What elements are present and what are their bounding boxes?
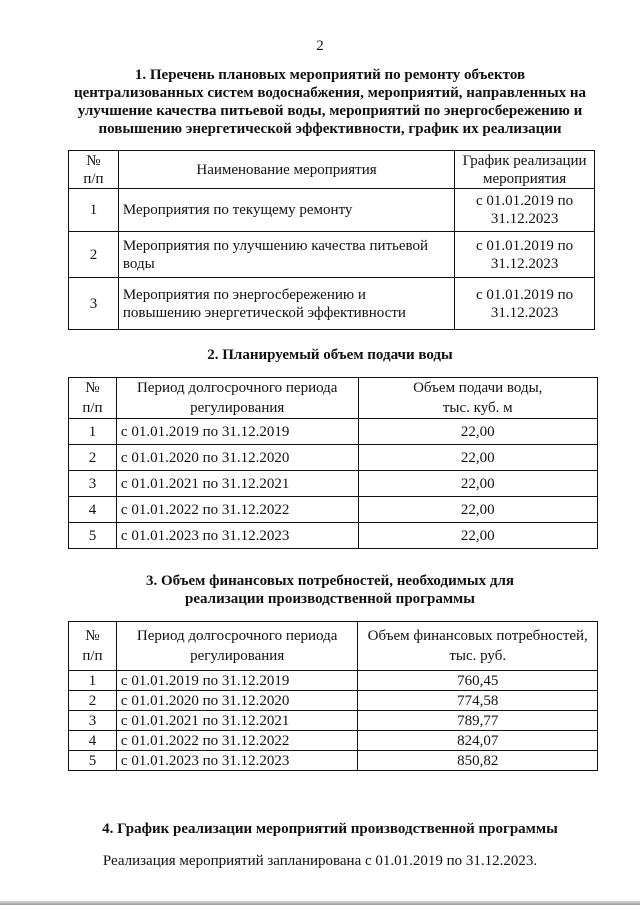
section3-title	[60, 572, 600, 608]
row-num: 1	[69, 671, 117, 691]
row-period: с 01.01.2023 по 31.12.2023	[116, 523, 358, 549]
row-value: 22,00	[358, 471, 597, 497]
section2-title	[60, 346, 600, 364]
section2-title-line: 2. Планируемый объем подачи воды	[207, 347, 453, 363]
table-row	[69, 751, 598, 771]
row-period: с 01.01.2021 по 31.12.2021	[116, 471, 358, 497]
row-schedule-line: 31.12.2023	[490, 255, 559, 272]
section1-title-line: повышению энергетической эффективности, график их реализации	[98, 121, 562, 137]
header-value-line: Объем подачи воды,	[413, 380, 543, 396]
row-schedule	[455, 232, 595, 278]
row-name	[118, 189, 454, 232]
row-num: 3	[69, 471, 117, 497]
row-num: 2	[69, 232, 119, 278]
header-period	[116, 378, 358, 419]
row-period: с 01.01.2019 по 31.12.2019	[116, 419, 358, 445]
header-name: Наименование мероприятия	[118, 151, 454, 189]
header-num-line: №	[85, 628, 100, 644]
section1-title	[60, 66, 600, 138]
table-row	[69, 471, 598, 497]
row-schedule-line: 31.12.2023	[490, 211, 559, 227]
row-num: 1	[69, 419, 117, 445]
section4-title	[40, 820, 620, 838]
measures-table	[68, 150, 595, 330]
row-value: 22,00	[358, 445, 597, 471]
row-value: 824,07	[358, 731, 598, 751]
header-period-line: Период долгосрочного периода	[136, 628, 338, 644]
row-value: 850,82	[358, 751, 598, 771]
row-num: 4	[69, 497, 117, 523]
row-schedule-line: с 01.01.2019 по	[475, 193, 574, 209]
row-name	[118, 278, 454, 330]
row-period: с 01.01.2021 по 31.12.2021	[116, 711, 358, 731]
header-schedule-line: График реализации	[462, 152, 587, 169]
row-period: с 01.01.2020 по 31.12.2020	[116, 445, 358, 471]
header-value-line: Объем финансовых потребностей,	[367, 628, 588, 644]
row-num: 5	[69, 751, 117, 771]
row-name-line: повышению энергетической эффективности	[122, 304, 406, 321]
header-period	[116, 622, 358, 671]
row-name-line: Мероприятия по энергосбережению и	[122, 286, 366, 303]
header-num-line: п/п	[82, 648, 103, 664]
header-value-line: тыс. руб.	[449, 648, 507, 664]
section3-title-line: реализации производственной программы	[185, 591, 475, 607]
row-value: 22,00	[358, 497, 597, 523]
header-num-line: п/п	[83, 170, 104, 187]
header-num	[69, 378, 117, 419]
header-num-line: №	[86, 152, 101, 169]
row-schedule-line: с 01.01.2019 по	[475, 286, 574, 303]
table-row	[69, 691, 598, 711]
section4-text: Реализация мероприятий запланирована с 01.01.2019 по 31.12.2023.	[102, 853, 538, 869]
section1-title-line: 1. Перечень плановых мероприятий по ремонту объектов	[134, 67, 526, 83]
table-row	[69, 497, 598, 523]
section3-title-line: 3. Объем финансовых потребностей, необходимых для	[145, 573, 515, 589]
table-row	[69, 731, 598, 751]
row-value: 22,00	[358, 419, 597, 445]
table-header-row	[69, 151, 595, 189]
row-name-line: воды	[122, 255, 155, 272]
table-row	[69, 711, 598, 731]
row-period: с 01.01.2023 по 31.12.2023	[116, 751, 358, 771]
row-num: 3	[69, 278, 119, 330]
header-schedule-line: мероприятия	[483, 170, 567, 187]
header-period-line: регулирования	[190, 400, 285, 416]
row-value: 774,58	[358, 691, 598, 711]
row-value: 22,00	[358, 523, 597, 549]
header-period-line: регулирования	[190, 648, 285, 664]
header-num-line: №	[85, 380, 100, 396]
section1-title-line: централизованных систем водоснабжения, мероприятий, направленных на	[73, 85, 587, 101]
row-period: с 01.01.2020 по 31.12.2020	[116, 691, 358, 711]
row-period: с 01.01.2022 по 31.12.2022	[116, 731, 358, 751]
table-row	[69, 189, 595, 232]
header-value	[358, 622, 598, 671]
header-num-line: п/п	[82, 400, 103, 416]
row-name-line: Мероприятия по текущему ремонту	[122, 202, 353, 218]
row-period: с 01.01.2019 по 31.12.2019	[116, 671, 358, 691]
page-bottom-edge	[0, 901, 640, 905]
row-num: 5	[69, 523, 117, 549]
row-num: 4	[69, 731, 117, 751]
row-schedule	[455, 278, 595, 330]
row-value: 789,77	[358, 711, 598, 731]
header-value	[358, 378, 597, 419]
row-name	[118, 232, 454, 278]
financial-needs-table	[68, 621, 598, 771]
row-period: с 01.01.2022 по 31.12.2022	[116, 497, 358, 523]
header-num	[69, 151, 119, 189]
row-num: 2	[69, 691, 117, 711]
row-schedule-line: 31.12.2023	[490, 304, 559, 321]
row-schedule-line: с 01.01.2019 по	[475, 237, 574, 254]
table-row	[69, 278, 595, 330]
row-value: 760,45	[358, 671, 598, 691]
header-num	[69, 622, 117, 671]
table-row	[69, 523, 598, 549]
row-name-line: Мероприятия по улучшению качества питьевой	[122, 237, 429, 254]
table-row	[69, 671, 598, 691]
page-number: 2	[316, 38, 324, 54]
table-header-row	[69, 622, 598, 671]
row-num: 1	[69, 189, 119, 232]
header-schedule	[455, 151, 595, 189]
row-num: 2	[69, 445, 117, 471]
row-schedule	[455, 189, 595, 232]
table-row	[69, 445, 598, 471]
row-num: 3	[69, 711, 117, 731]
section4-title-line: 4. График реализации мероприятий производственной программы	[102, 821, 558, 837]
water-supply-table	[68, 377, 598, 549]
table-header-row	[69, 378, 598, 419]
header-period-line: Период долгосрочного периода	[136, 380, 338, 396]
table-row	[69, 232, 595, 278]
table-row	[69, 419, 598, 445]
header-value-line: тыс. куб. м	[442, 400, 513, 416]
section1-title-line: улучшение качества питьевой воды, мероприятий по энергосбережению и	[77, 103, 583, 119]
